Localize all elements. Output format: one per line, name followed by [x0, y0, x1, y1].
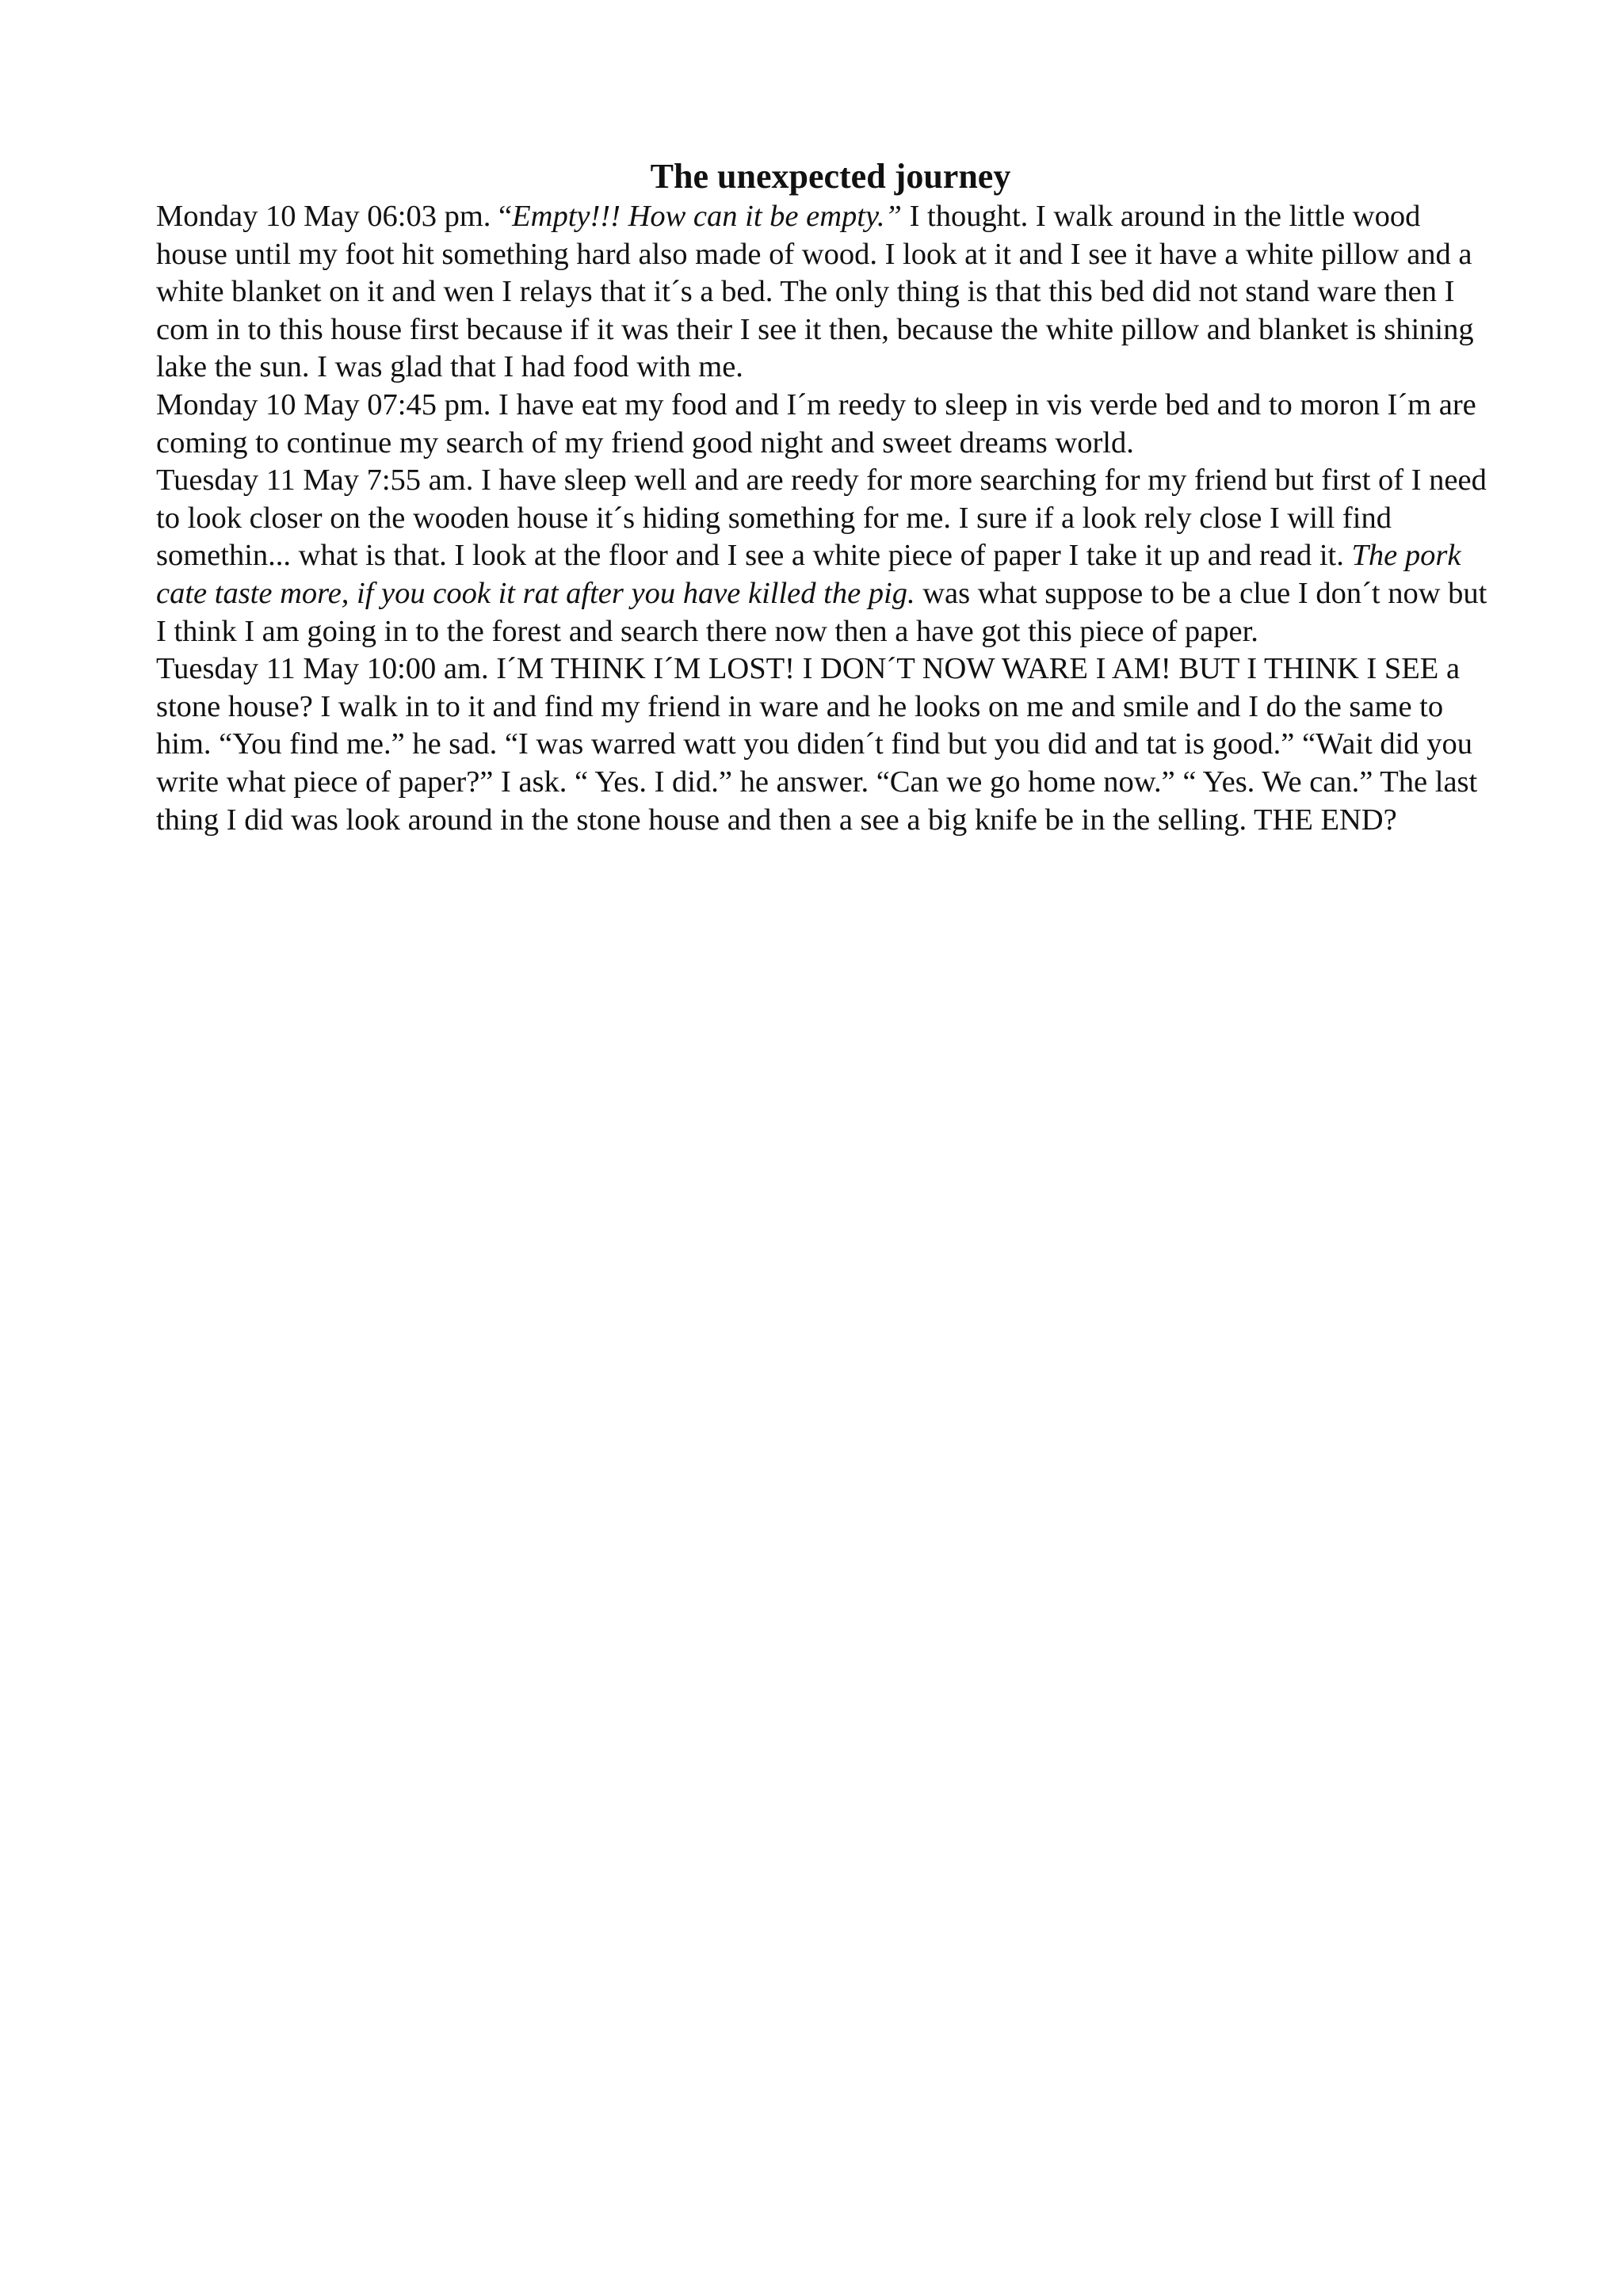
paragraph-3-italic: The pork cate taste more, if you cook it rat after you have killed the pig.	[156, 539, 1461, 610]
document-body	[156, 157, 1487, 839]
paragraph-3-text: Tuesday 11 May 7:55 am. I have sleep well and are reedy for more searching for my friend but first of I need to look closer on the wooden house it´s hiding something for me. I sure if a look rely close I will find somethin... what is that. I look at the floor and I see a white piece of paper I take it up and read it.	[156, 463, 1487, 573]
paragraph-1-text: Monday 10 May 06:03 pm. “	[156, 200, 513, 233]
paragraph-2	[156, 387, 1487, 462]
paragraph-1-tail: I thought. I walk around in the little wood house until my foot hit something hard also made of wood. I look at it and I see it have a white pillow and a white blanket on it and wen I relays that it´s a bed. The only thing is that this bed did not stand ware then I com in to this house first because if it was their I see it then, because the white pillow and blanket is shining lake the sun. I was glad that I had food with me.	[156, 200, 1474, 384]
paragraph-2-text: Monday 10 May 07:45 pm. I have eat my food and I´m reedy to sleep in vis verde bed and to moron I´m are coming to continue my search of my friend good night and sweet dreams world.	[156, 387, 1476, 460]
paragraph-1-italic: Empty!!! How can it be empty.”	[512, 200, 902, 233]
paragraph-1	[156, 198, 1487, 387]
paragraph-4	[156, 650, 1487, 839]
paragraph-4-text: Tuesday 11 May 10:00 am. I´M THINK I´M LOST! I DON´T NOW WARE I AM! BUT I THINK I SEE a stone house? I walk in to it and find my friend in ware and he looks on me and smile and I do the same to him. “You find me.” he sad. “I was warred watt you diden´t find but you did and tat is good.” “Wait did you write what piece of paper?” I ask. “ Yes. I did.” he answer. “Can we go home now.” “ Yes. We can.” The last thing I did was look around in the stone house and then a see a big knife be in the selling. THE END?	[156, 652, 1478, 837]
paragraph-3-tail: was what suppose to be a clue I don´t now but I think I am going in to the forest and search there now then a have got this piece of paper.	[156, 576, 1487, 648]
paragraph-3	[156, 462, 1487, 650]
document-title: The unexpected journey	[650, 157, 1011, 196]
